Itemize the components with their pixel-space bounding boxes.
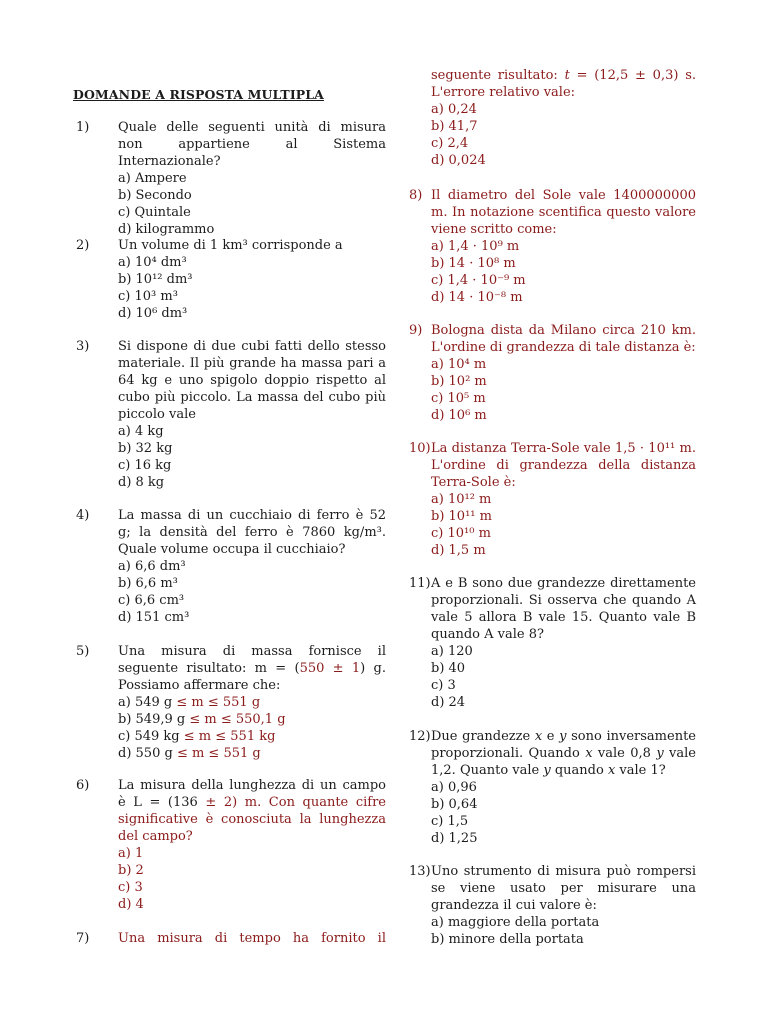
question-12	[409, 728, 696, 847]
option-a: a) 1,4 · 10⁹ m	[431, 239, 520, 254]
option-b: b) 10² m	[431, 374, 487, 389]
option-a: a) maggiore della portata	[431, 915, 600, 930]
question-2	[76, 237, 386, 322]
question-stem: Quale delle seguenti unità di misura non appartiene al Sistema Internazionale?	[118, 120, 386, 169]
option-a: a) 6,6 dm³	[118, 559, 186, 574]
option-a: a) 10⁴ m	[431, 357, 487, 372]
option-b: b) 40	[431, 661, 466, 676]
question-7	[76, 930, 386, 947]
question-number: 13)	[409, 864, 431, 879]
option-b: b) 41,7	[431, 119, 478, 134]
option-a: a) 0,96	[431, 780, 477, 795]
option-d: d) 24	[431, 695, 466, 710]
option-a: a) 10¹² m	[431, 492, 492, 507]
option-c: c) 10³ m³	[118, 289, 178, 304]
option-a: a) 120	[431, 644, 473, 659]
option-d: d) 550 g ≤ m ≤ 551 g	[118, 746, 261, 761]
question-number: 2)	[76, 238, 90, 253]
option-a: a) 10⁴ dm³	[118, 255, 187, 270]
question-stem: Una misura di massa fornisce il seguente risultato: m = (550 ± 1) g. Possiamo affermare che:	[118, 644, 387, 693]
page-title: DOMANDE A RISPOSTA MULTIPLA	[73, 87, 324, 102]
option-c: c) 10⁵ m	[431, 391, 486, 406]
option-d: d) kilogrammo	[118, 222, 215, 237]
option-d: d) 0,024	[431, 153, 486, 168]
option-a: a) 0,24	[431, 102, 477, 117]
question-number: 7)	[76, 931, 90, 946]
option-c: c) 2,4	[431, 136, 469, 151]
question-number: 10)	[409, 441, 431, 456]
option-c: c) 549 kg ≤ m ≤ 551 kg	[118, 729, 276, 744]
question-stem: Si dispone di due cubi fatti dello stesso materiale. Il più grande ha massa pari a 64 kg e uno spigolo doppio rispetto al cubo più piccolo. La massa del cubo più piccolo vale	[118, 339, 386, 422]
option-d: d) 1,5 m	[431, 543, 486, 558]
option-d: d) 10⁶ dm³	[118, 306, 188, 321]
option-a: a) 549 g ≤ m ≤ 551 g	[118, 695, 261, 710]
option-d: d) 151 cm³	[118, 610, 190, 625]
question-5	[76, 643, 386, 762]
option-d: d) 8 kg	[118, 475, 165, 490]
option-c: c) 1,4 · 10⁻⁹ m	[431, 273, 526, 288]
question-number: 3)	[76, 339, 90, 354]
question-stem: Una misura di tempo ha fornito il	[118, 931, 386, 946]
option-d: d) 10⁶ m	[431, 408, 487, 423]
option-a: a) Ampere	[118, 171, 187, 186]
question-stem: La massa di un cucchiaio di ferro è 52 g; la densità del ferro è 7860 kg/m³. Quale volume occupa il cucchiaio?	[118, 508, 386, 557]
question-number: 8)	[409, 188, 423, 203]
question-9	[409, 322, 696, 424]
question-number: 6)	[76, 778, 90, 793]
option-d: d) 4	[118, 897, 144, 912]
option-b: b) 2	[118, 863, 144, 878]
question-stem: Il diametro del Sole vale 1400000000 m. In notazione scentifica questo valore viene scritto come:	[431, 188, 696, 237]
option-c: c) 3	[118, 880, 143, 895]
option-c: c) 3	[431, 678, 456, 693]
question-number: 1)	[76, 120, 90, 135]
question-11	[409, 575, 696, 711]
question-stem: Un volume di 1 km³ corrisponde a	[118, 238, 343, 253]
option-c: c) 6,6 cm³	[118, 593, 185, 608]
question-13	[409, 863, 696, 948]
question-number: 4)	[76, 508, 90, 523]
option-b: b) 0,64	[431, 797, 478, 812]
question-stem: Uno strumento di misura può rompersi se viene usato per misurare una grandezza il cui valore è:	[431, 864, 696, 913]
question-stem-continued: seguente risultato: t = (12,5 ± 0,3) s. L'errore relativo vale:	[431, 68, 696, 100]
option-b: b) 549,9 g ≤ m ≤ 550,1 g	[118, 712, 286, 727]
question-1	[76, 119, 386, 238]
option-b: b) minore della portata	[431, 932, 584, 947]
question-number: 11)	[409, 576, 431, 591]
option-d: d) 1,25	[431, 831, 478, 846]
option-c: c) 10¹⁰ m	[431, 526, 491, 541]
question-10	[409, 440, 696, 559]
option-b: b) 6,6 m³	[118, 576, 178, 591]
option-c: c) 1,5	[431, 814, 469, 829]
option-c: c) 16 kg	[118, 458, 172, 473]
question-stem: La misura della lunghezza di un campo è L = (136 ± 2) m. Con quante cifre significative è conosciuta la lunghezza del campo?	[118, 778, 386, 844]
question-number: 9)	[409, 323, 423, 338]
option-b: b) 10¹² dm³	[118, 272, 193, 287]
option-c: c) Quintale	[118, 205, 191, 220]
question-stem: A e B sono due grandezze direttamente proporzionali. Si osserva che quando A vale 5 allora B vale 15. Quanto vale B quando A vale 8?	[431, 576, 696, 642]
question-number: 12)	[409, 729, 431, 744]
option-b: b) Secondo	[118, 188, 192, 203]
option-a: a) 1	[118, 846, 144, 861]
option-b: b) 14 · 10⁸ m	[431, 256, 516, 271]
question-stem: La distanza Terra-Sole vale 1,5 · 10¹¹ m. L'ordine di grandezza della distanza Terra-Sole è:	[431, 441, 696, 490]
question-6	[76, 777, 386, 913]
option-d: d) 14 · 10⁻⁸ m	[431, 290, 523, 305]
question-stem: Bologna dista da Milano circa 210 km. L'ordine di grandezza di tale distanza è:	[431, 323, 696, 355]
question-4	[76, 507, 386, 626]
option-b: b) 32 kg	[118, 441, 173, 456]
question-number: 5)	[76, 644, 90, 659]
option-b: b) 10¹¹ m	[431, 509, 492, 524]
question-7-continued	[431, 67, 696, 169]
question-stem: Due grandezze x e y sono inversamente proporzionali. Quando x vale 0,8 y vale 1,2. Quanto vale y quando x vale 1?	[431, 729, 696, 778]
question-8	[409, 187, 696, 306]
question-3	[76, 338, 386, 491]
option-a: a) 4 kg	[118, 424, 164, 439]
